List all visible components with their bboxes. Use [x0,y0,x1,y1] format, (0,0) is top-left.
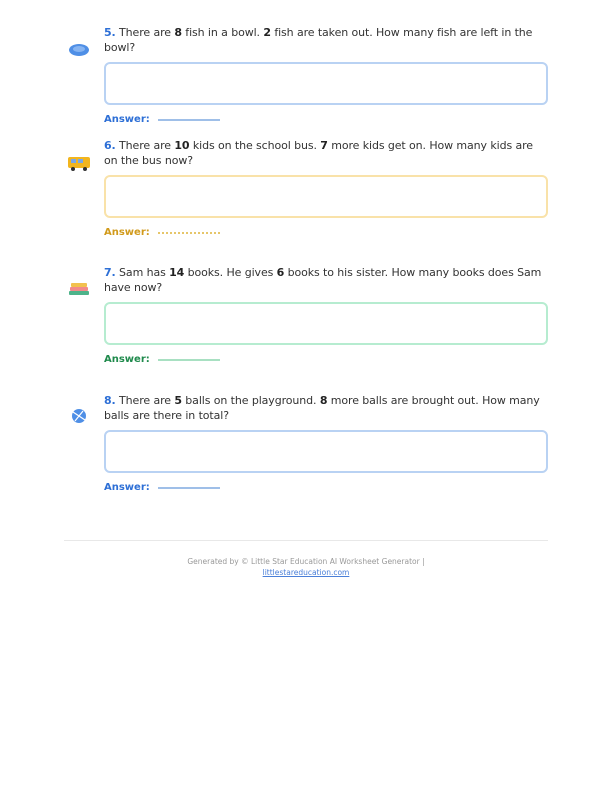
answer-row [104,227,548,238]
footer-text: Generated by © Little Star Education AI Worksheet Generator | [187,557,425,566]
answer-label: Answer: [104,114,150,125]
answer-line[interactable] [158,359,220,361]
answer-row [104,482,548,493]
answer-label: Answer: [104,354,150,365]
ball-icon [66,405,92,427]
answer-work-box[interactable] [104,302,548,345]
answer-row [104,114,548,125]
answer-line[interactable] [158,232,220,234]
answer-work-box[interactable] [104,430,548,473]
answer-label: Answer: [104,482,150,493]
answer-label: Answer: [104,227,150,238]
question-text: 8. There are 5 balls on the playground. 8 more balls are brought out. How many balls are there in total? [104,394,540,422]
school-bus-icon [66,152,92,174]
footer-divider [64,540,548,541]
answer-line[interactable] [158,119,220,121]
answer-work-box[interactable] [104,62,548,105]
answer-work-box[interactable] [104,175,548,218]
books-icon [66,277,92,299]
footer-link[interactable]: littlestareducation.com [262,568,350,577]
fish-bowl-icon [66,39,92,61]
answer-line[interactable] [158,487,220,489]
answer-row [104,354,548,365]
question-text: 5. There are 8 fish in a bowl. 2 fish are taken out. How many fish are left in the bowl? [104,26,533,54]
question-text: 6. There are 10 kids on the school bus. 7 more kids get on. How many kids are on the bus now? [104,139,533,167]
question-text: 7. Sam has 14 books. He gives 6 books to his sister. How many books does Sam have now? [104,266,542,294]
footer [0,556,612,578]
